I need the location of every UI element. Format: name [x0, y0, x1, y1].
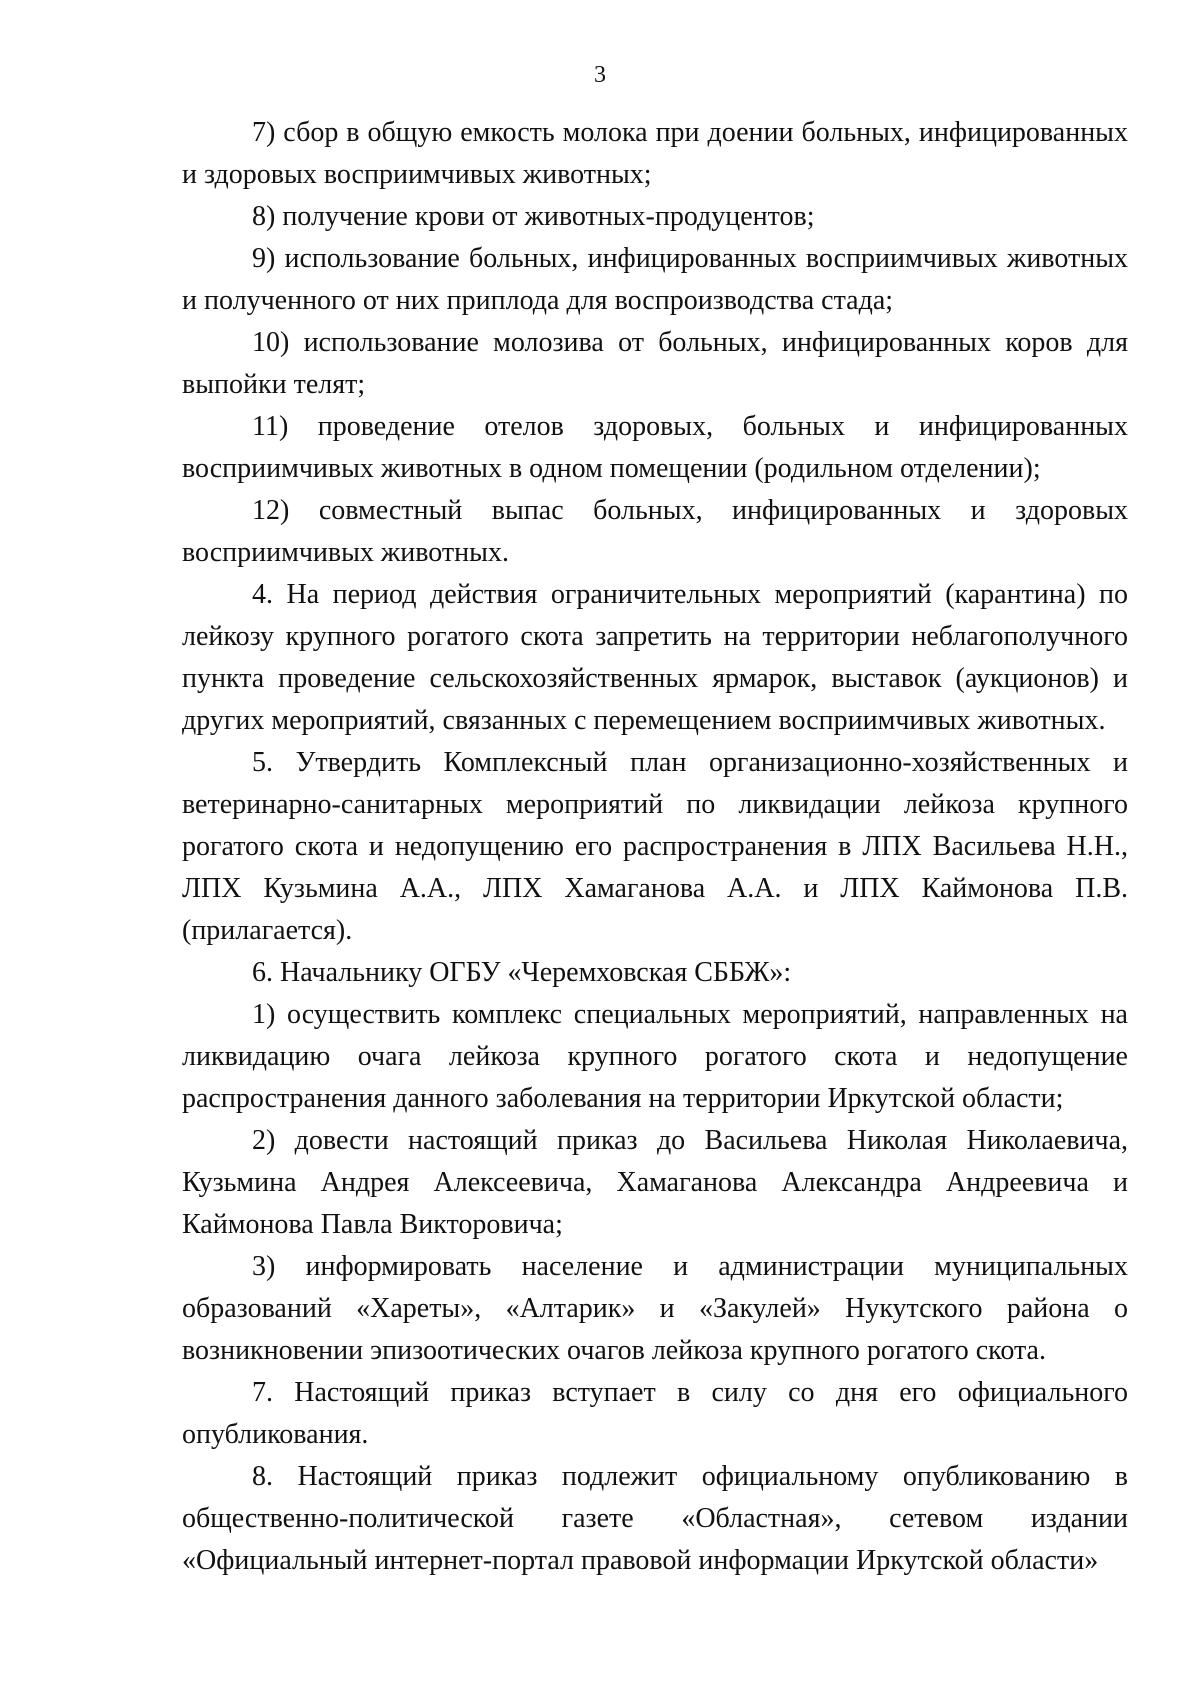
paragraph-item-11: 11) проведение отелов здоровых, больных и инфицированных восприимчивых животных в одном помещении (родильном отделении); — [182, 411, 1128, 484]
paragraph-section-4: 4. На период действия ограничительных мероприятий (карантина) по лейкозу крупного рогатого скота запретить на территории неблагополучного пункта проведение сельскохозяйственных ярмарок, выставок (аукционов) и других мероприятий, связанных с перемещением восприимчивых животных. — [182, 579, 1128, 736]
paragraph-item-12: 12) совместный выпас больных, инфицированных и здоровых восприимчивых животных. — [182, 495, 1128, 568]
paragraph-item-10: 10) использование молозива от больных, инфицированных коров для выпойки телят; — [182, 327, 1128, 400]
paragraph-item-8: 8) получение крови от животных-продуцентов; — [252, 201, 815, 232]
paragraph-item-7: 7) сбор в общую емкость молока при доении больных, инфицированных и здоровых восприимчивых животных; — [182, 117, 1128, 190]
paragraph-section-6-item-2: 2) довести настоящий приказ до Васильева Николая Николаевича, Кузьмина Андрея Алексеевича, Хамаганова Александра Андреевича и Каймонова Павла Викторовича; — [182, 1125, 1128, 1240]
paragraph-section-6: 6. Начальнику ОГБУ «Черемховская СББЖ»: — [252, 957, 792, 988]
paragraph-section-5: 5. Утвердить Комплексный план организационно-хозяйственных и ветеринарно-санитарных мероприятий по ликвидации лейкоза крупного рогатого скота и недопущению его распространения в ЛПХ Васильева Н.Н., ЛПХ Кузьмина А.А., ЛПХ Хамаганова А.А. и ЛПХ Каймонова П.В. (прилагается). — [182, 747, 1128, 946]
paragraph-item-9: 9) использование больных, инфицированных восприимчивых животных и полученного от них приплода для воспроизводства стада; — [182, 243, 1128, 316]
paragraph-section-8: 8. Настоящий приказ подлежит официальному опубликованию в общественно-политической газете «Областная», сетевом издании «Официальный интернет-портал правовой информации Иркутской области» — [182, 1461, 1128, 1576]
page-number: 3 — [594, 62, 606, 88]
paragraph-section-6-item-3: 3) информировать население и администрации муниципальных образований «Хареты», «Алтарик» и «Закулей» Нукутского района о возникновении эпизоотических очагов лейкоза крупного рогатого скота. — [182, 1251, 1128, 1366]
paragraph-section-7: 7. Настоящий приказ вступает в силу со дня его официального опубликования. — [182, 1377, 1128, 1450]
paragraph-section-6-item-1: 1) осуществить комплекс специальных мероприятий, направленных на ликвидацию очага лейкоза крупного рогатого скота и недопущение распространения данного заболевания на территории Иркутской области; — [182, 999, 1128, 1114]
document-body — [182, 112, 1128, 1582]
